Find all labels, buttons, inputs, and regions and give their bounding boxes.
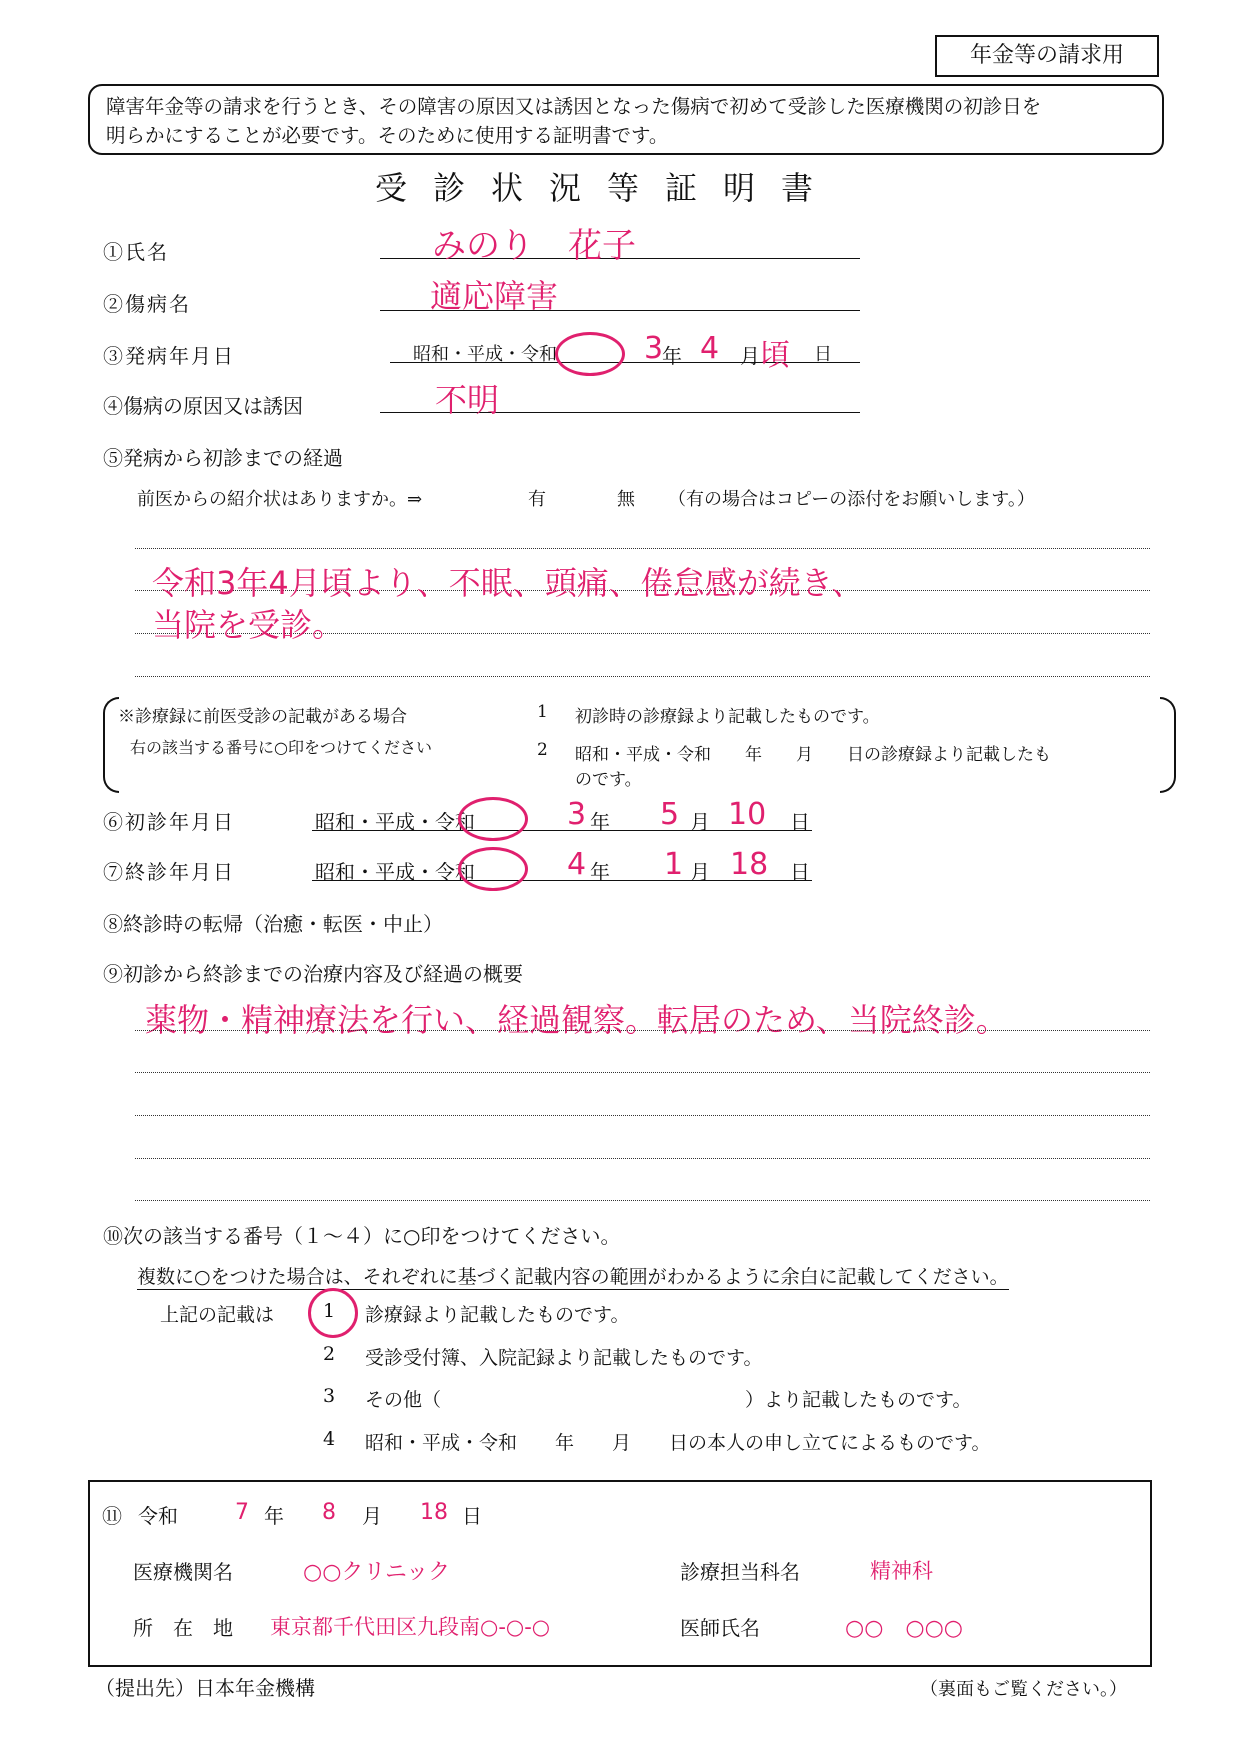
- referral-yes[interactable]: 有: [528, 489, 546, 510]
- signature-month[interactable]: 8: [322, 1500, 336, 1525]
- form-type-tag: 年金等の請求用: [935, 35, 1159, 77]
- item-cause-label: ④傷病の原因又は誘因: [103, 394, 303, 418]
- source-opt-4: 昭和・平成・令和 年 月 日の本人の申し立てによるものです。: [365, 1432, 991, 1454]
- last-year[interactable]: 4: [567, 847, 587, 882]
- last-day-unit: 日: [790, 860, 810, 884]
- prev-opt-2-num[interactable]: 2: [537, 740, 548, 760]
- department-label: 診療担当科名: [680, 1560, 800, 1584]
- prev-opt-2a: 昭和・平成・令和 年 月 日の診療録より記載したも: [575, 745, 1051, 765]
- onset-day-unit: 日: [814, 344, 832, 365]
- doctor-value[interactable]: ○○ ○○○: [845, 1616, 963, 1641]
- first-day-unit: 日: [790, 810, 810, 834]
- last-year-unit: 年: [590, 860, 610, 884]
- intro-line-2: 明らかにすることが必要です。そのために使用する証明書です。: [106, 124, 669, 147]
- name-value[interactable]: みのり 花子: [432, 226, 636, 266]
- progress-text-2[interactable]: 当院を受診。: [152, 606, 345, 644]
- first-year[interactable]: 3: [567, 797, 587, 832]
- intro-line-1: 障害年金等の請求を行うとき、その障害の原因又は誘因となった傷病で初めて受診した医療機関の初診日を: [106, 95, 1042, 118]
- last-era: 昭和・平成・令和: [315, 860, 475, 884]
- progress-text-1[interactable]: 令和3年4月頃より、不眠、頭痛、倦怠感が続き、: [152, 564, 864, 602]
- treatment-line-4: [135, 1158, 1150, 1159]
- source-opt-1: 診療録より記載したものです。: [365, 1304, 630, 1326]
- first-year-unit: 年: [590, 810, 610, 834]
- onset-month-unit: 月: [740, 344, 760, 368]
- first-month[interactable]: 5: [660, 797, 680, 832]
- prev-note-1: ※診療録に前医受診の記載がある場合: [118, 707, 407, 727]
- signature-day-unit: 日: [462, 1504, 482, 1528]
- last-day[interactable]: 18: [730, 847, 769, 882]
- treatment-line-2: [135, 1072, 1150, 1073]
- source-opt-3: その他（ ）より記載したものです。: [365, 1389, 972, 1411]
- address-label: 所 在 地: [133, 1616, 233, 1640]
- signature-month-unit: 月: [362, 1504, 382, 1528]
- cause-value[interactable]: 不明: [435, 381, 500, 419]
- onset-year-unit: 年: [662, 344, 682, 368]
- doctor-label: 医師氏名: [680, 1616, 760, 1640]
- source-opt-1-num[interactable]: 1: [323, 1300, 336, 1322]
- address-value[interactable]: 東京都千代田区九段南○-○-○: [270, 1615, 551, 1639]
- treatment-text[interactable]: 薬物・精神療法を行い、経過観察。転居のため、当院終診。: [145, 1001, 1008, 1039]
- referral-note: （有の場合はコピーの添付をお願いします。）: [668, 489, 1035, 510]
- department-value[interactable]: 精神科: [870, 1559, 933, 1583]
- source-note: 複数に○をつけた場合は、それぞれに基づく記載内容の範囲がわかるように余白に記載してください。: [137, 1262, 1009, 1290]
- signature-era: 令和: [138, 1504, 178, 1528]
- prev-note-bracket-left: [103, 697, 119, 793]
- institution-label: 医療機関名: [133, 1560, 233, 1584]
- last-era-circle: [458, 847, 528, 891]
- source-opt-2: 受診受付簿、入院記録より記載したものです。: [365, 1347, 763, 1369]
- signature-num: ⑪: [102, 1504, 122, 1528]
- onset-era: 昭和・平成・令和: [413, 344, 557, 365]
- signature-year-unit: 年: [264, 1504, 284, 1528]
- disease-value[interactable]: 適応障害: [430, 277, 559, 315]
- institution-value[interactable]: ○○クリニック: [303, 1560, 451, 1585]
- last-month[interactable]: 1: [664, 847, 684, 882]
- prev-opt-1-num[interactable]: 1: [537, 702, 548, 722]
- referral-no[interactable]: 無: [617, 489, 635, 510]
- last-month-unit: 月: [690, 860, 710, 884]
- item-first-label: ⑥初診年月日: [103, 810, 235, 834]
- item-source-label: ⑩次の該当する番号（１～４）に○印をつけてください。: [103, 1224, 621, 1248]
- treatment-line-1: [135, 1030, 1150, 1031]
- onset-era-circle: [555, 332, 625, 376]
- item-progress-label: ⑤発病から初診までの経過: [103, 446, 343, 470]
- submit-to: （提出先）日本年金機構: [95, 1676, 315, 1700]
- first-era-circle: [458, 797, 528, 841]
- item-treatment-label: ⑨初診から終診までの治療内容及び経過の概要: [103, 962, 523, 986]
- onset-year[interactable]: 3: [644, 331, 664, 366]
- prev-note-2: 右の該当する番号に○印をつけてください: [130, 738, 432, 757]
- source-opt-3-num[interactable]: 3: [323, 1385, 336, 1407]
- page-title: 受診状況等証明書: [375, 169, 840, 207]
- referral-question: 前医からの紹介状はありますか。⇒: [137, 489, 423, 510]
- source-prefix: 上記の記載は: [160, 1304, 275, 1326]
- signature-day[interactable]: 18: [420, 1500, 448, 1525]
- first-day[interactable]: 10: [728, 797, 767, 832]
- progress-line-1: [135, 548, 1150, 549]
- signature-year[interactable]: 7: [235, 1500, 249, 1525]
- see-back-note: （裏面もご覧ください。）: [920, 1679, 1127, 1700]
- onset-approx[interactable]: 頃: [760, 338, 790, 373]
- prev-opt-1: 初診時の診療録より記載したものです。: [575, 707, 880, 727]
- first-era: 昭和・平成・令和: [315, 810, 475, 834]
- prev-note-bracket-right: [1160, 697, 1176, 793]
- treatment-line-5: [135, 1200, 1150, 1201]
- treatment-line-3: [135, 1115, 1150, 1116]
- item-outcome-label: ⑧終診時の転帰（治癒・転医・中止）: [103, 912, 443, 936]
- item-name-label: ①氏名: [103, 240, 169, 264]
- progress-line-4: [135, 676, 1150, 677]
- item-last-label: ⑦終診年月日: [103, 860, 235, 884]
- item-onset-label: ③発病年月日: [103, 344, 235, 368]
- onset-month[interactable]: 4: [700, 331, 720, 366]
- item-disease-label: ②傷病名: [103, 292, 191, 316]
- prev-opt-2b: のです。: [575, 770, 642, 790]
- source-opt-2-num[interactable]: 2: [323, 1343, 336, 1365]
- source-opt-4-num[interactable]: 4: [323, 1428, 336, 1450]
- first-month-unit: 月: [690, 810, 710, 834]
